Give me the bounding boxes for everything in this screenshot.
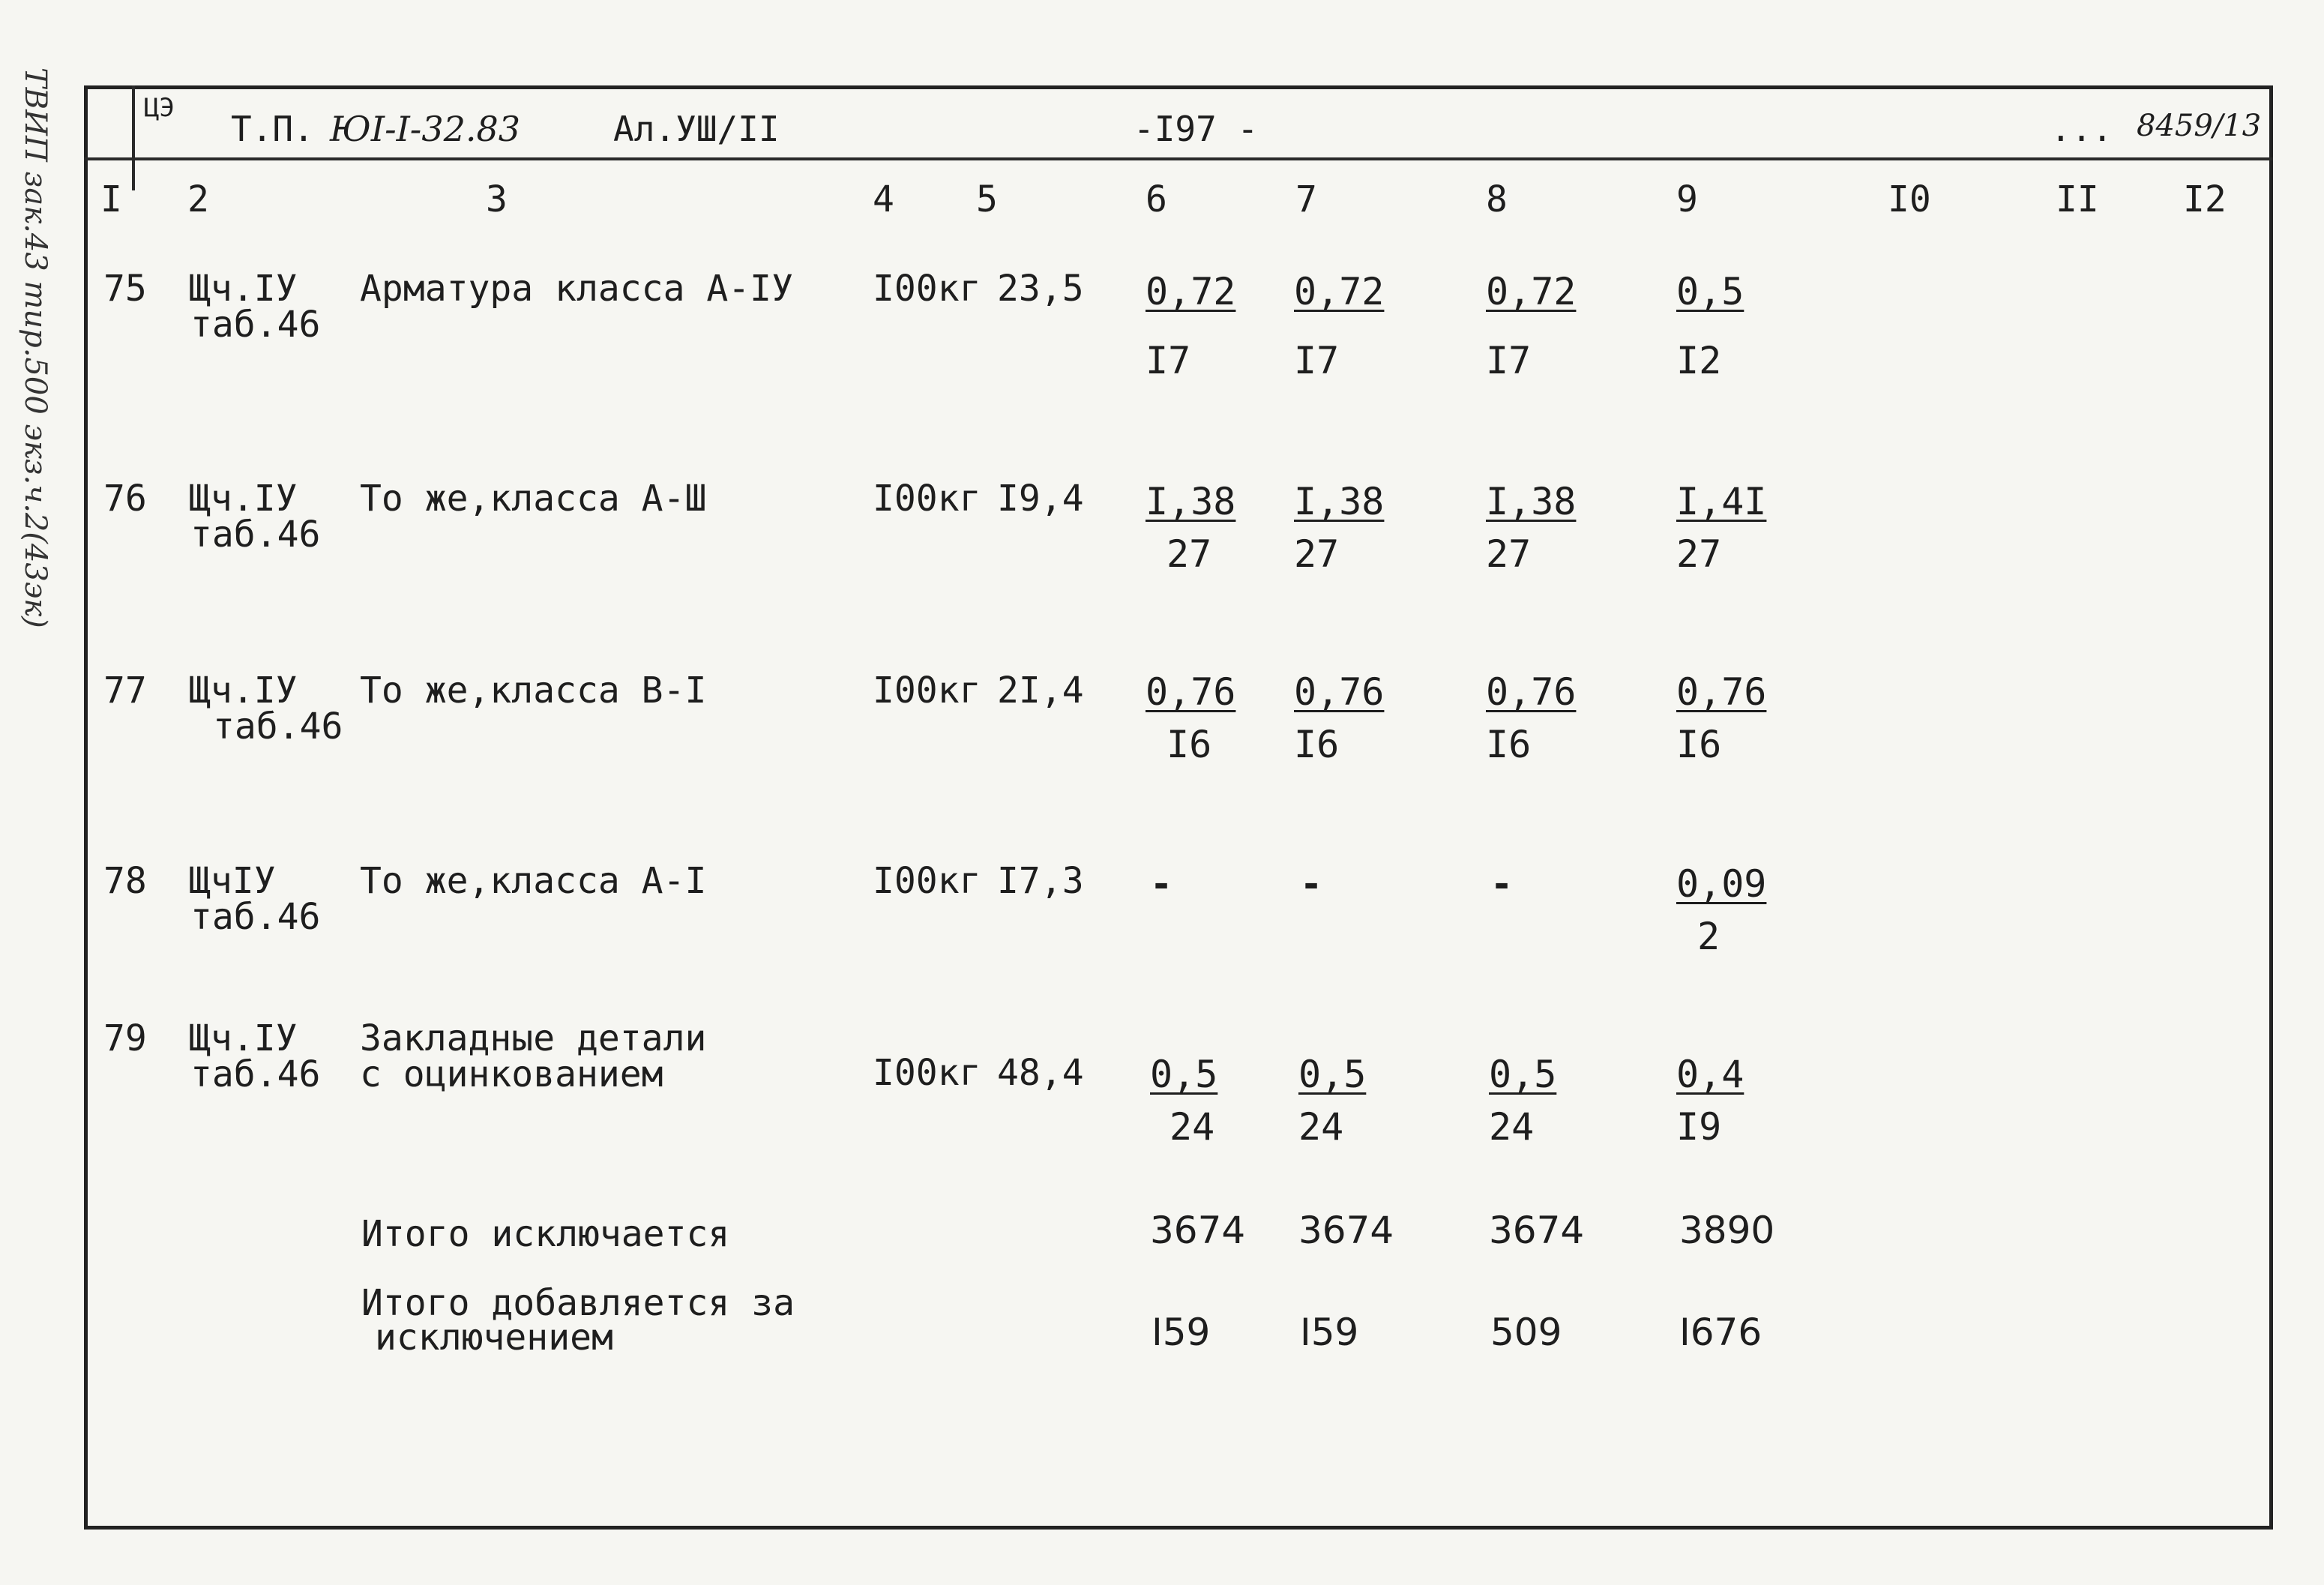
row-source-table: таб.46 bbox=[190, 304, 321, 346]
header-dots: ... bbox=[2050, 109, 2113, 149]
cell-numerator: I,38 bbox=[1486, 480, 1577, 523]
cell-numerator: 0,76 bbox=[1486, 670, 1577, 714]
col-1: I bbox=[100, 178, 122, 220]
row-source: Щч.IУ bbox=[189, 670, 298, 712]
cell-denominator: I6 bbox=[1166, 723, 1212, 766]
totals-value: 3674 bbox=[1298, 1209, 1394, 1252]
row-source-table: таб.46 bbox=[190, 1053, 321, 1095]
col-9: 9 bbox=[1676, 178, 1698, 220]
row-name: То же,класса А-Ш bbox=[360, 478, 707, 520]
cell-numerator: 0,72 bbox=[1486, 270, 1577, 313]
row-source-table: таб.46 bbox=[190, 896, 321, 938]
column-header-divider bbox=[132, 85, 135, 190]
totals-value: 3674 bbox=[1489, 1209, 1585, 1252]
cell-numerator: 0,09 bbox=[1676, 862, 1767, 906]
row-source: ЩчIУ bbox=[189, 860, 276, 902]
row-weight: I9,4 bbox=[997, 478, 1084, 520]
row-number: 75 bbox=[103, 268, 147, 310]
cell-denominator: 2 bbox=[1697, 915, 1721, 958]
header-album: Ал.УШ/II bbox=[613, 109, 780, 149]
col-12: I2 bbox=[2183, 178, 2227, 220]
header-mark: ЦЭ bbox=[144, 93, 175, 123]
header-prefix: Т.П. bbox=[231, 109, 314, 149]
row-weight: 2I,4 bbox=[997, 670, 1084, 712]
cell-denominator: I6 bbox=[1486, 723, 1532, 766]
row-unit: I00кг bbox=[873, 670, 981, 712]
totals-value: I59 bbox=[1152, 1311, 1211, 1354]
cell-dash: - bbox=[1490, 862, 1514, 906]
cell-numerator: 0,5 bbox=[1298, 1053, 1367, 1096]
cell-denominator: 27 bbox=[1166, 532, 1212, 576]
row-name: Закладные детали bbox=[360, 1017, 707, 1059]
cell-numerator: 0,72 bbox=[1146, 270, 1236, 313]
row-source: Щч.IУ bbox=[189, 1017, 298, 1059]
cell-numerator: 0,76 bbox=[1676, 670, 1767, 714]
row-unit: I00кг bbox=[873, 478, 981, 520]
left-margin-note: ТВИП зак.43 тир.500 экз.ч.2(43эк) bbox=[18, 67, 52, 628]
col-4: 4 bbox=[873, 178, 894, 220]
row-name: То же,класса А-I bbox=[360, 860, 707, 902]
cell-numerator: 0,76 bbox=[1294, 670, 1385, 714]
page-number: -I97 - bbox=[1134, 109, 1259, 149]
header-code: ЮI-I-32.83 bbox=[330, 109, 521, 149]
header-rule bbox=[84, 157, 2273, 160]
col-10: I0 bbox=[1888, 178, 1931, 220]
col-6: 6 bbox=[1146, 178, 1167, 220]
cell-numerator: 0,72 bbox=[1294, 270, 1385, 313]
row-name: Арматура класса А-IУ bbox=[360, 268, 793, 310]
totals-value: I59 bbox=[1300, 1311, 1359, 1354]
cell-numerator: 0,76 bbox=[1146, 670, 1236, 714]
cell-numerator: 0,5 bbox=[1676, 270, 1744, 313]
totals-value: I676 bbox=[1679, 1311, 1762, 1354]
totals-value: 3674 bbox=[1150, 1209, 1246, 1252]
cell-numerator: 0,5 bbox=[1150, 1053, 1218, 1096]
cell-denominator: 24 bbox=[1169, 1105, 1215, 1149]
cell-numerator: I,4I bbox=[1676, 480, 1767, 523]
col-7: 7 bbox=[1295, 178, 1317, 220]
totals-label: Итого исключается bbox=[361, 1213, 730, 1255]
cell-dash: - bbox=[1150, 862, 1173, 906]
totals-label: Итого добавляется за bbox=[361, 1282, 795, 1324]
header-ref: 8459/13 bbox=[2137, 109, 2262, 143]
cell-denominator: 24 bbox=[1298, 1105, 1344, 1149]
row-source: Щч.IУ bbox=[189, 268, 298, 310]
row-source: Щч.IУ bbox=[189, 478, 298, 520]
cell-numerator: 0,4 bbox=[1676, 1053, 1744, 1096]
row-name-line2: с оцинкованием bbox=[360, 1053, 663, 1095]
row-weight: 48,4 bbox=[997, 1052, 1084, 1094]
cell-denominator: I6 bbox=[1676, 723, 1722, 766]
col-5: 5 bbox=[976, 178, 998, 220]
cell-denominator: I7 bbox=[1146, 339, 1191, 382]
col-3: 3 bbox=[486, 178, 508, 220]
cell-denominator: I2 bbox=[1676, 339, 1722, 382]
totals-value: 3890 bbox=[1679, 1209, 1775, 1252]
col-8: 8 bbox=[1486, 178, 1508, 220]
cell-denominator: I9 bbox=[1676, 1105, 1722, 1149]
cell-numerator: I,38 bbox=[1294, 480, 1385, 523]
row-number: 78 bbox=[103, 860, 147, 902]
cell-denominator: I7 bbox=[1486, 339, 1532, 382]
cell-denominator: 27 bbox=[1294, 532, 1340, 576]
cell-numerator: 0,5 bbox=[1489, 1053, 1557, 1096]
cell-denominator: 27 bbox=[1486, 532, 1532, 576]
row-unit: I00кг bbox=[873, 860, 981, 902]
totals-value: 509 bbox=[1490, 1311, 1562, 1354]
row-weight: 23,5 bbox=[997, 268, 1084, 310]
totals-label-line2: исключением bbox=[375, 1317, 613, 1359]
row-name: То же,класса В-I bbox=[360, 670, 707, 712]
cell-dash: - bbox=[1300, 862, 1323, 906]
cell-numerator: I,38 bbox=[1146, 480, 1236, 523]
cell-denominator: I7 bbox=[1294, 339, 1340, 382]
row-number: 76 bbox=[103, 478, 147, 520]
row-number: 79 bbox=[103, 1017, 147, 1059]
col-2: 2 bbox=[187, 178, 209, 220]
row-source-table: таб.46 bbox=[213, 706, 343, 748]
cell-denominator: 27 bbox=[1676, 532, 1722, 576]
col-11: II bbox=[2056, 178, 2099, 220]
row-source-table: таб.46 bbox=[190, 514, 321, 556]
row-weight: I7,3 bbox=[997, 860, 1084, 902]
cell-denominator: 24 bbox=[1489, 1105, 1535, 1149]
row-unit: I00кг bbox=[873, 268, 981, 310]
row-number: 77 bbox=[103, 670, 147, 712]
cell-denominator: I6 bbox=[1294, 723, 1340, 766]
row-unit: I00кг bbox=[873, 1052, 981, 1094]
